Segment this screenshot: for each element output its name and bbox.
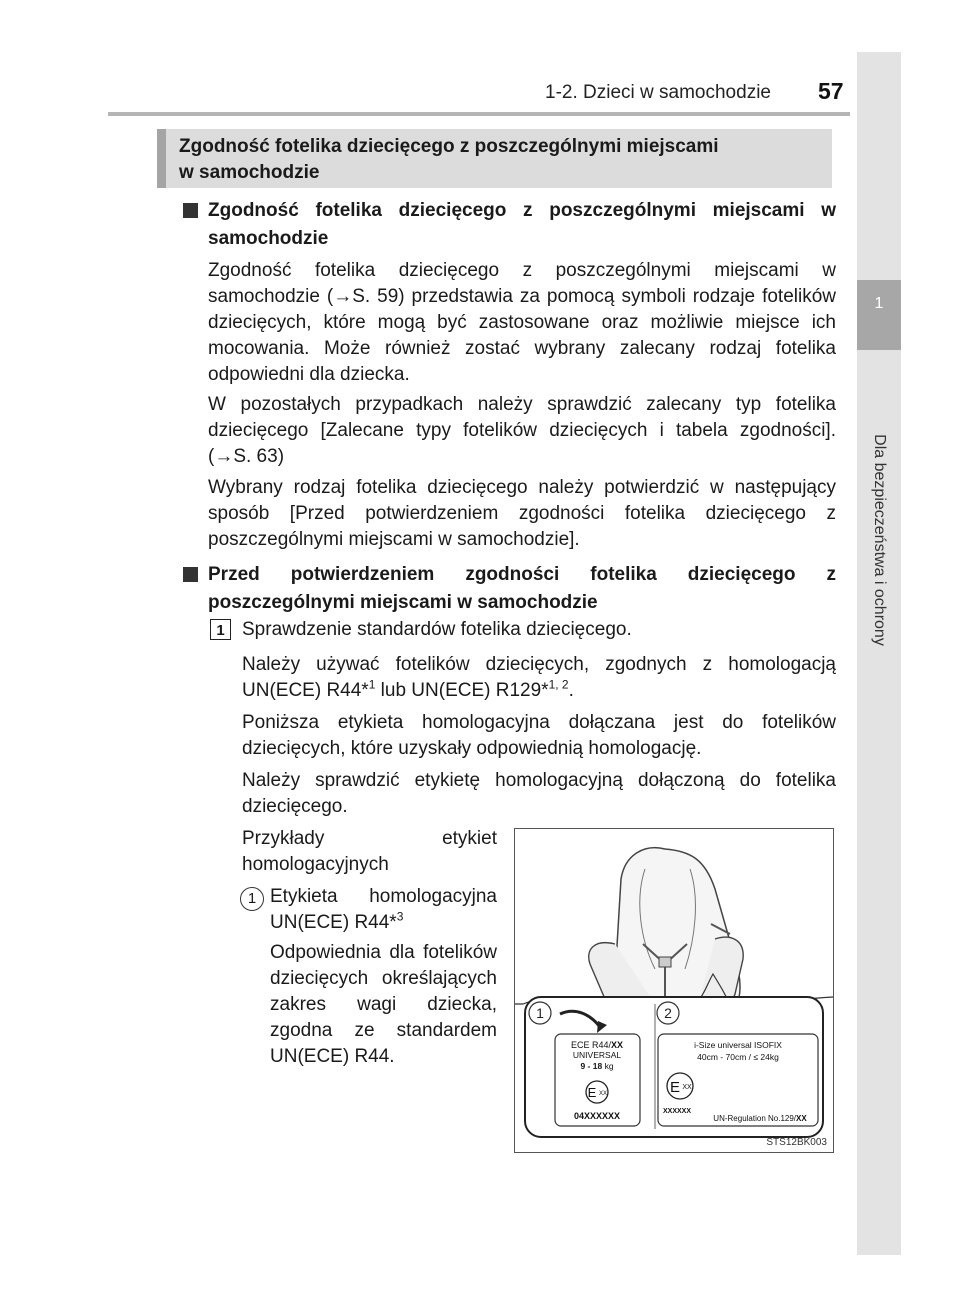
r129-e-mark: E	[669, 1079, 681, 1096]
footnote-ref: 1	[368, 677, 376, 692]
standards-text: Należy używać fotelików dziecięcych, zgodnych z homologacją UN(ECE) R44*	[242, 654, 836, 701]
svg-text:UN-Regulation No.129/XX	[713, 1114, 807, 1123]
child-seat-illustration	[515, 829, 833, 1152]
figure-callout-1: 1	[536, 1005, 544, 1021]
r44-weight: 9 - 18	[580, 1061, 603, 1071]
figure-code: STS12BK003	[766, 1137, 827, 1148]
page-number: 57	[818, 78, 844, 104]
paragraph-standards	[242, 652, 836, 704]
standards-text-end: .	[568, 680, 574, 701]
label1-description: Odpowiednia dla fotelików dziecięcych określających zakres wagi dziecka, zgodna ze standardem UN(ECE) R44.	[270, 942, 497, 1067]
footnote-ref: 3	[396, 909, 404, 924]
chapter-side-tab	[857, 52, 901, 1255]
header-rule	[108, 112, 850, 116]
paragraph-label-attached: Poniższa etykieta homologacyjna dołączana jest do fotelików dziecięcych, które uzyskały odpowiednią homologację.	[242, 712, 836, 759]
r129-xx: XX	[796, 1114, 807, 1123]
r44-e-mark-sub: XX	[598, 1091, 608, 1097]
svg-text:9 - 18 kg	[580, 1061, 613, 1071]
r129-code: XXXXXX	[662, 1108, 692, 1115]
paragraph-confirm: Wybrany rodzaj fotelika dziecięcego należy potwierdzić w następujący sposób [Przed potwierdzeniem zgodności fotelika dziecięcego z poszczególnymi miejscami w samochodzie].	[208, 477, 836, 550]
r44-xx: XX	[611, 1040, 624, 1050]
section-title-line2: w samochodzie	[179, 162, 320, 183]
subheading-compatibility: Zgodność fotelika dziecięcego z poszczególnymi miejscami w samochodzie	[208, 200, 836, 249]
paragraph-other-cases: W pozostałych przypadkach należy sprawdzić zalecany typ fotelika dziecięcego [Zalecane typy fotelików dziecięcych i tabela zgodności]. (→S. 63)	[208, 394, 836, 467]
section-title-line1: Zgodność fotelika dziecięcego z poszczególnymi miejscami	[179, 136, 719, 157]
standards-text-mid: lub UN(ECE) R129*	[375, 680, 549, 701]
approval-label-figure	[514, 828, 834, 1153]
r129-isize: i-Size universal ISOFIX	[694, 1040, 782, 1050]
svg-text:ECE R44/XX	[571, 1040, 623, 1050]
label1-title	[270, 884, 497, 936]
square-bullet-icon	[183, 203, 198, 218]
subheading-before-confirm: Przed potwierdzeniem zgodności fotelika dziecięcego z poszczególnymi miejscami w samochodzie	[208, 564, 836, 613]
figure-callout-2: 2	[664, 1005, 672, 1021]
paragraph-check-label: Należy sprawdzić etykietę homologacyjną dołączoną do fotelika dziecięcego.	[242, 770, 836, 817]
r44-e-mark: E	[587, 1085, 597, 1100]
chapter-title: Dla bezpieczeństwa i ochrony	[871, 434, 888, 646]
r44-unit: kg	[602, 1061, 614, 1071]
chapter-number: 1	[874, 295, 884, 312]
r129-regulation: UN-Regulation No.129/	[713, 1114, 797, 1123]
callout-number: 1	[240, 887, 264, 911]
label1-title-text: Etykieta homologacyjna UN(ECE) R44*	[270, 886, 497, 933]
r44-code: 04XXXXXX	[573, 1111, 621, 1121]
r44-universal: UNIVERSAL	[572, 1050, 622, 1060]
running-header: 1-2. Dzieci w samochodzie	[545, 82, 771, 103]
step1-title: Sprawdzenie standardów fotelika dziecięcego.	[242, 619, 632, 640]
paragraph-compatibility: Zgodność fotelika dziecięcego z poszczególnymi miejscami w samochodzie (→S. 59) przedstawia za pomocą symboli rodzaje fotelików dziecięcych, które mogą być zastosowane oraz możliwie miejsce ich mocowania. Może również zostać wybrany zalecany rodzaj fotelika odpowiedni dla dziecka.	[208, 260, 836, 385]
square-bullet-icon	[183, 567, 198, 582]
section-title-box	[157, 129, 832, 188]
r44-regulation: ECE R44/	[570, 1040, 612, 1050]
step-number-badge: 1	[210, 619, 231, 640]
footnote-ref: 1, 2	[548, 677, 569, 692]
examples-label: Przykłady etykiet homologacyjnych	[242, 828, 497, 875]
r129-e-mark-sub: XX	[682, 1084, 692, 1091]
chapter-number-tab	[857, 280, 901, 350]
r129-size-range: 40cm - 70cm / ≤ 24kg	[697, 1052, 779, 1062]
